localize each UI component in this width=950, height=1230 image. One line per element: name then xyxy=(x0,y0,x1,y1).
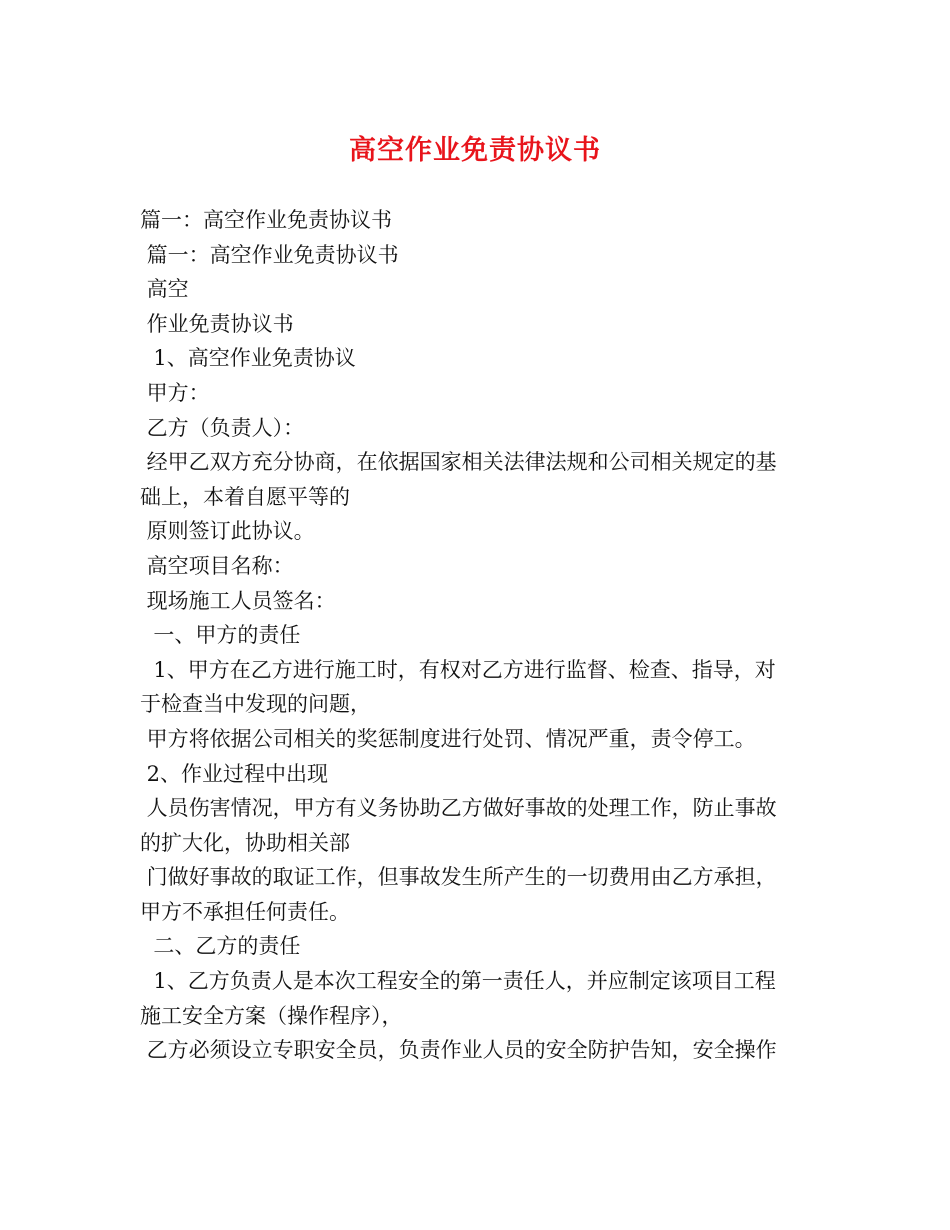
body-line: 现场施工人员签名： xyxy=(140,588,336,613)
body-line: 的扩大化，协助相关部 xyxy=(140,830,350,855)
body-line: 门做好事故的取证工作，但事故发生所产生的一切费用由乙方承担， xyxy=(140,865,777,890)
body-line: 高空项目名称： xyxy=(140,553,294,578)
body-line: 2、作业过程中出现 xyxy=(140,761,329,786)
body-line: 篇一：高空作业免责协议书 xyxy=(140,242,399,267)
body-line: 原则签订此协议。 xyxy=(140,519,315,544)
body-line: 甲方将依据公司相关的奖惩制度进行处罚、情况严重，责令停工。 xyxy=(140,726,756,751)
body-line: 1、乙方负责人是本次工程安全的第一责任人，并应制定该项目工程 xyxy=(140,969,776,994)
body-line: 二、乙方的责任 xyxy=(140,934,301,959)
body-line: 于检查当中发现的问题， xyxy=(140,692,371,717)
body-line: 作业免责协议书 xyxy=(140,311,294,336)
body-line: 经甲乙双方充分协商，在依据国家相关法律法规和公司相关规定的基 xyxy=(140,450,777,475)
body-line: 甲方不承担任何责任。 xyxy=(140,899,350,924)
body-line: 篇一：高空作业免责协议书 xyxy=(140,208,392,232)
body-line: 1、甲方在乙方进行施工时，有权对乙方进行监督、检查、指导，对 xyxy=(140,657,776,682)
document-body xyxy=(140,203,815,1068)
body-line: 础上，本着自愿平等的 xyxy=(140,484,350,509)
body-line: 一、甲方的责任 xyxy=(140,623,301,648)
document-title: 高空作业免责协议书 xyxy=(349,135,601,166)
body-line: 1、高空作业免责协议 xyxy=(140,346,356,371)
body-line: 施工安全方案（操作程序）， xyxy=(140,1003,403,1028)
body-line: 人员伤害情况，甲方有义务协助乙方做好事故的处理工作，防止事故 xyxy=(140,796,777,821)
body-line: 甲方： xyxy=(140,380,210,405)
body-line: 乙方必须设立专职安全员，负责作业人员的安全防护告知，安全操作 xyxy=(140,1038,777,1063)
body-line: 高空 xyxy=(140,277,189,302)
body-line: 乙方（负责人）： xyxy=(140,415,305,440)
